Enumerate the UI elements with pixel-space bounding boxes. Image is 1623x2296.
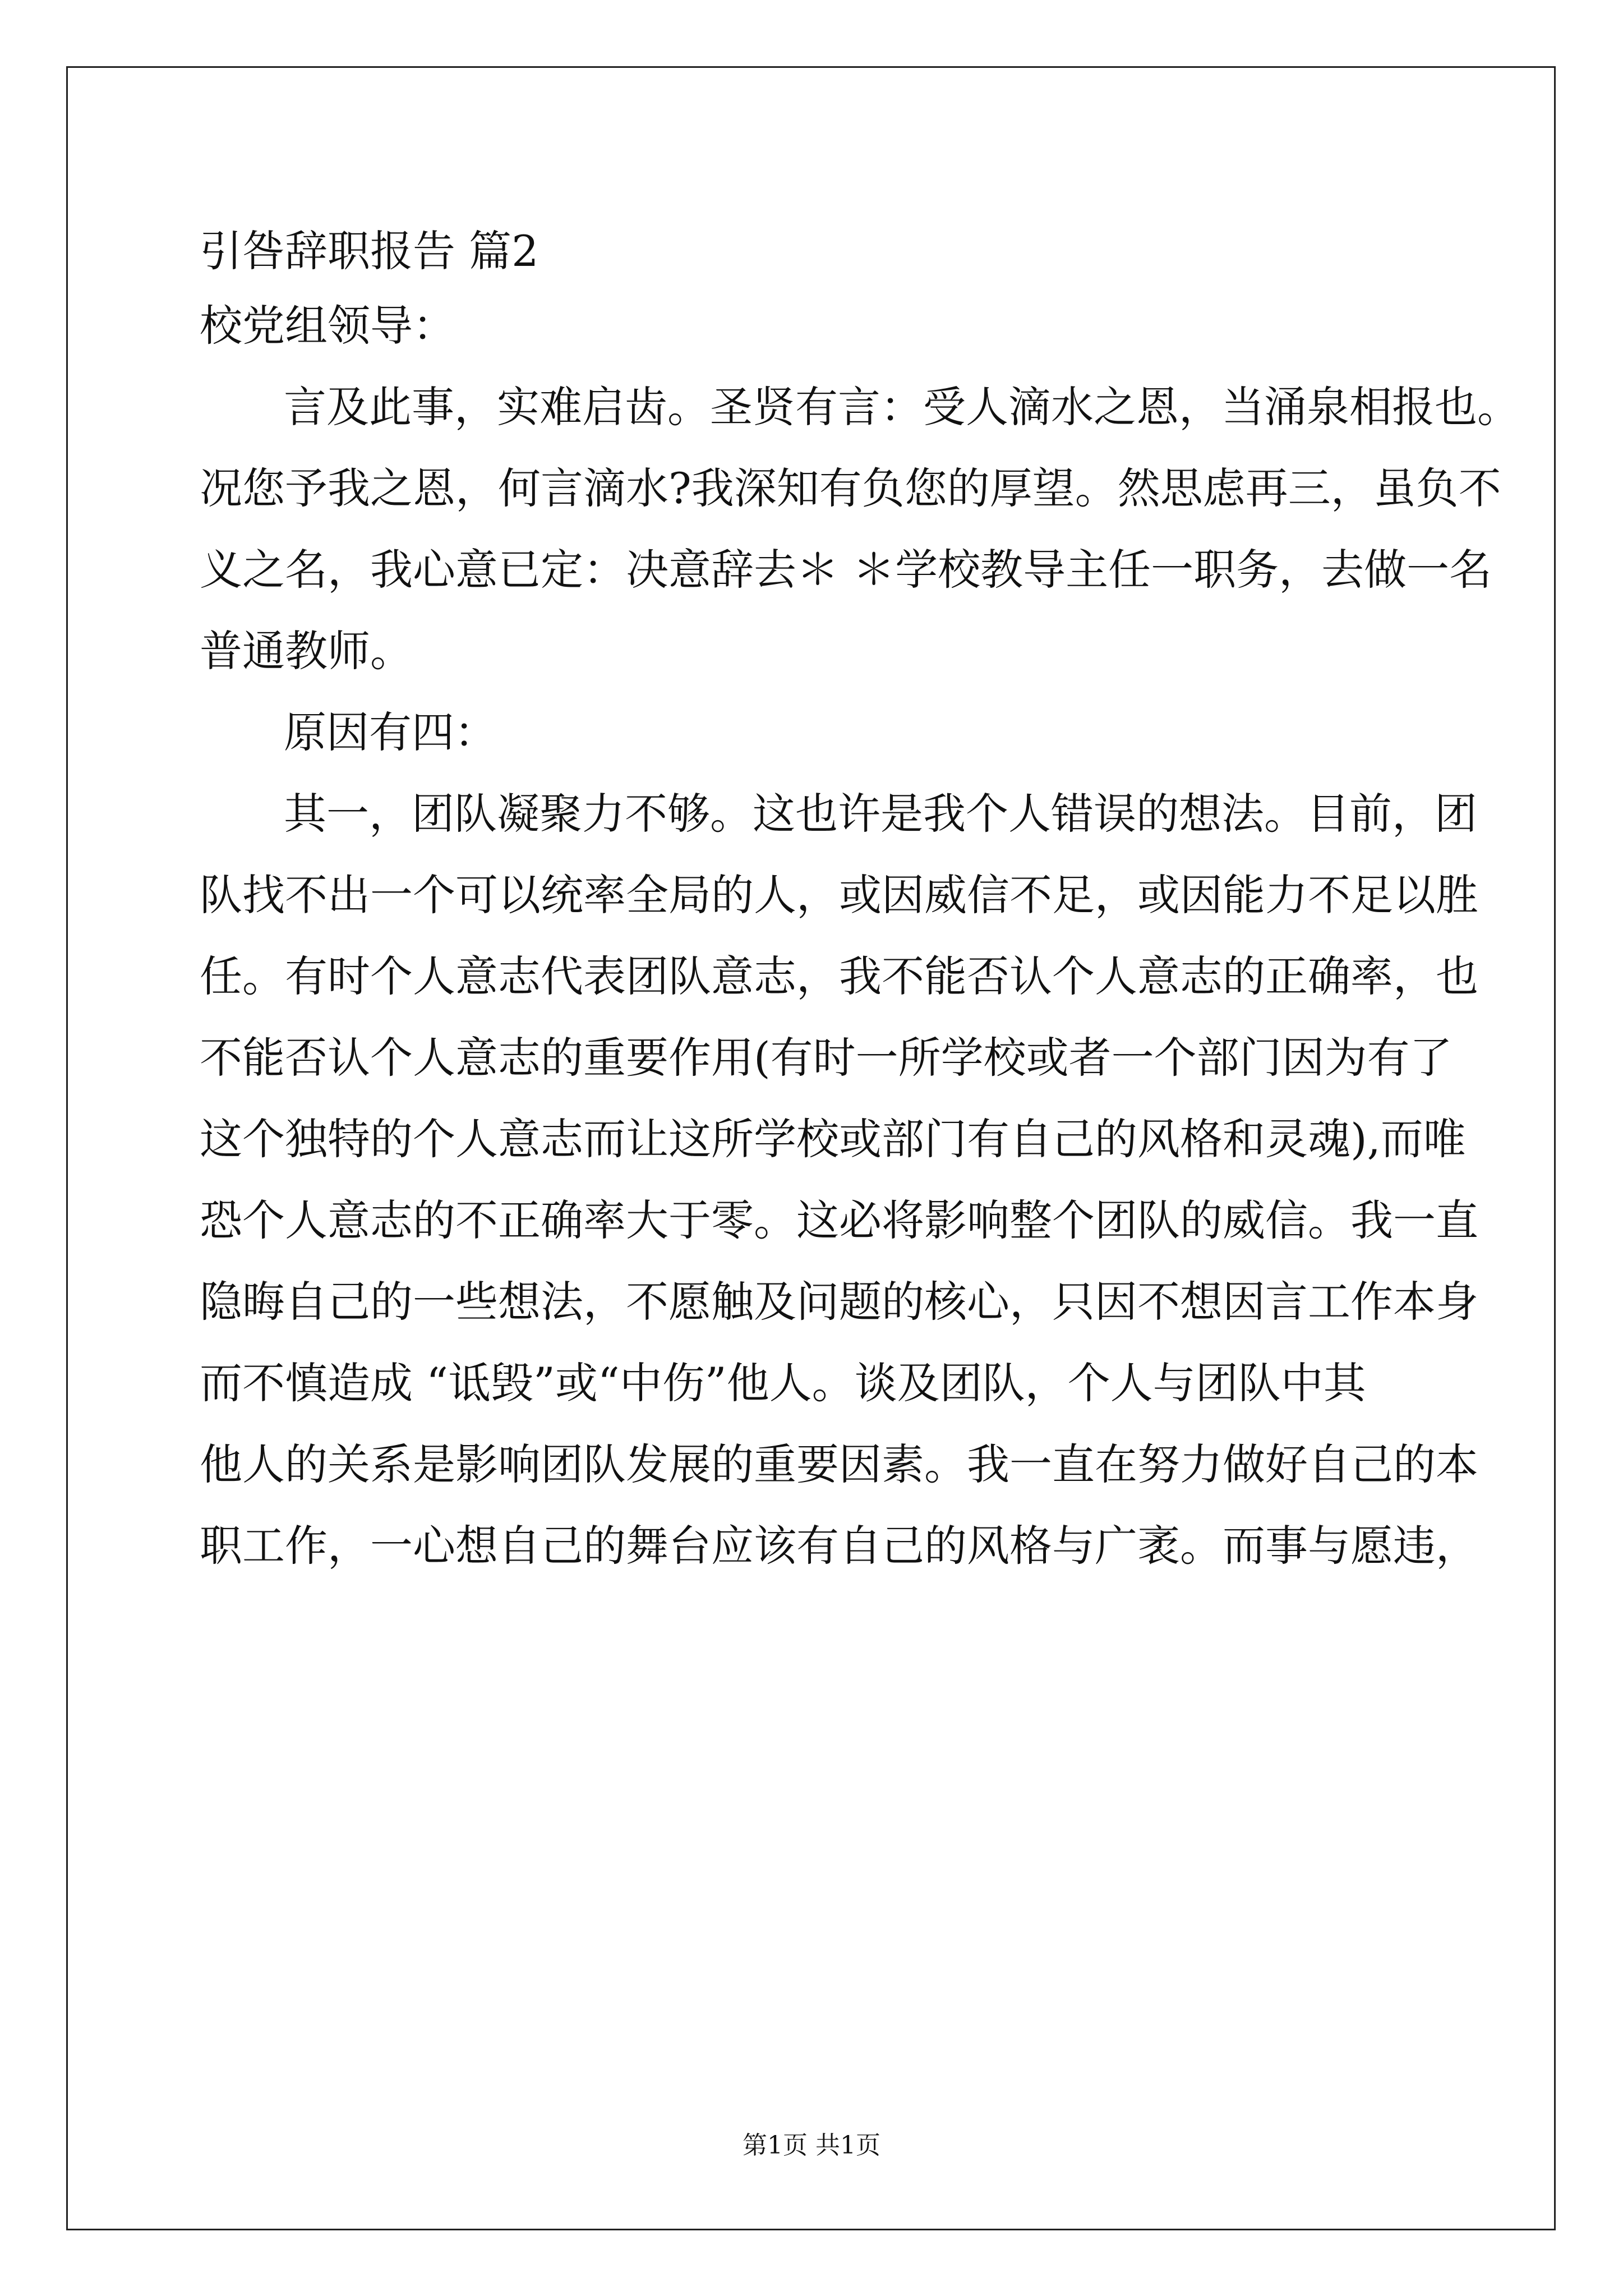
paragraph-line: 义之名，我心意已定：决意辞去＊ ＊学校教导主任一职务，去做一名 — [200, 545, 1492, 595]
paragraph-line: 这个独特的个人意志而让这所学校或部门有自己的风格和灵魂),而唯 — [200, 1114, 1466, 1164]
document-heading: 引咎辞职报告 篇2 — [200, 226, 539, 276]
paragraph-line: 他人的关系是影响团队发展的重要因素。我一直在努力做好自己的本 — [200, 1439, 1478, 1489]
paragraph-line: 言及此事，实难启齿。圣贤有言：受人滴水之恩，当涌泉相报也。 — [284, 382, 1520, 432]
paragraph-line: 其一，团队凝聚力不够。这也许是我个人错误的想法。目前，团 — [284, 789, 1477, 839]
paragraph-line: 隐晦自己的一些想法，不愿触及问题的核心，只因不想因言工作本身 — [200, 1277, 1478, 1327]
paragraph-line: 队找不出一个可以统率全局的人，或因威信不足，或因能力不足以胜 — [200, 870, 1478, 920]
paragraph-line: 普通教师。 — [200, 626, 413, 676]
paragraph-line: 况您予我之恩，何言滴水?我深知有负您的厚望。然思虑再三，虽负不 — [200, 463, 1501, 513]
paragraph-line: 而不慎造成 “诋毁”或“中伤”他人。谈及团队，个人与团队中其 — [200, 1358, 1366, 1408]
paragraph-line: 不能否认个人意志的重要作用(有时一所学校或者一个部门因为有了 — [200, 1033, 1453, 1083]
paragraph-line: 职工作，一心想自己的舞台应该有自己的风格与广袤。而事与愿违， — [200, 1521, 1478, 1571]
paragraph-line: 任。有时个人意志代表团队意志，我不能否认个人意志的正确率，也 — [200, 951, 1478, 1001]
salutation: 校党组领导： — [200, 301, 455, 351]
paragraph-line: 恐个人意志的不正确率大于零。这必将影响整个团队的威信。我一直 — [200, 1195, 1478, 1245]
paragraph-line: 原因有四： — [284, 707, 497, 757]
page-number-footer: 第1页 共1页 — [743, 2131, 880, 2160]
